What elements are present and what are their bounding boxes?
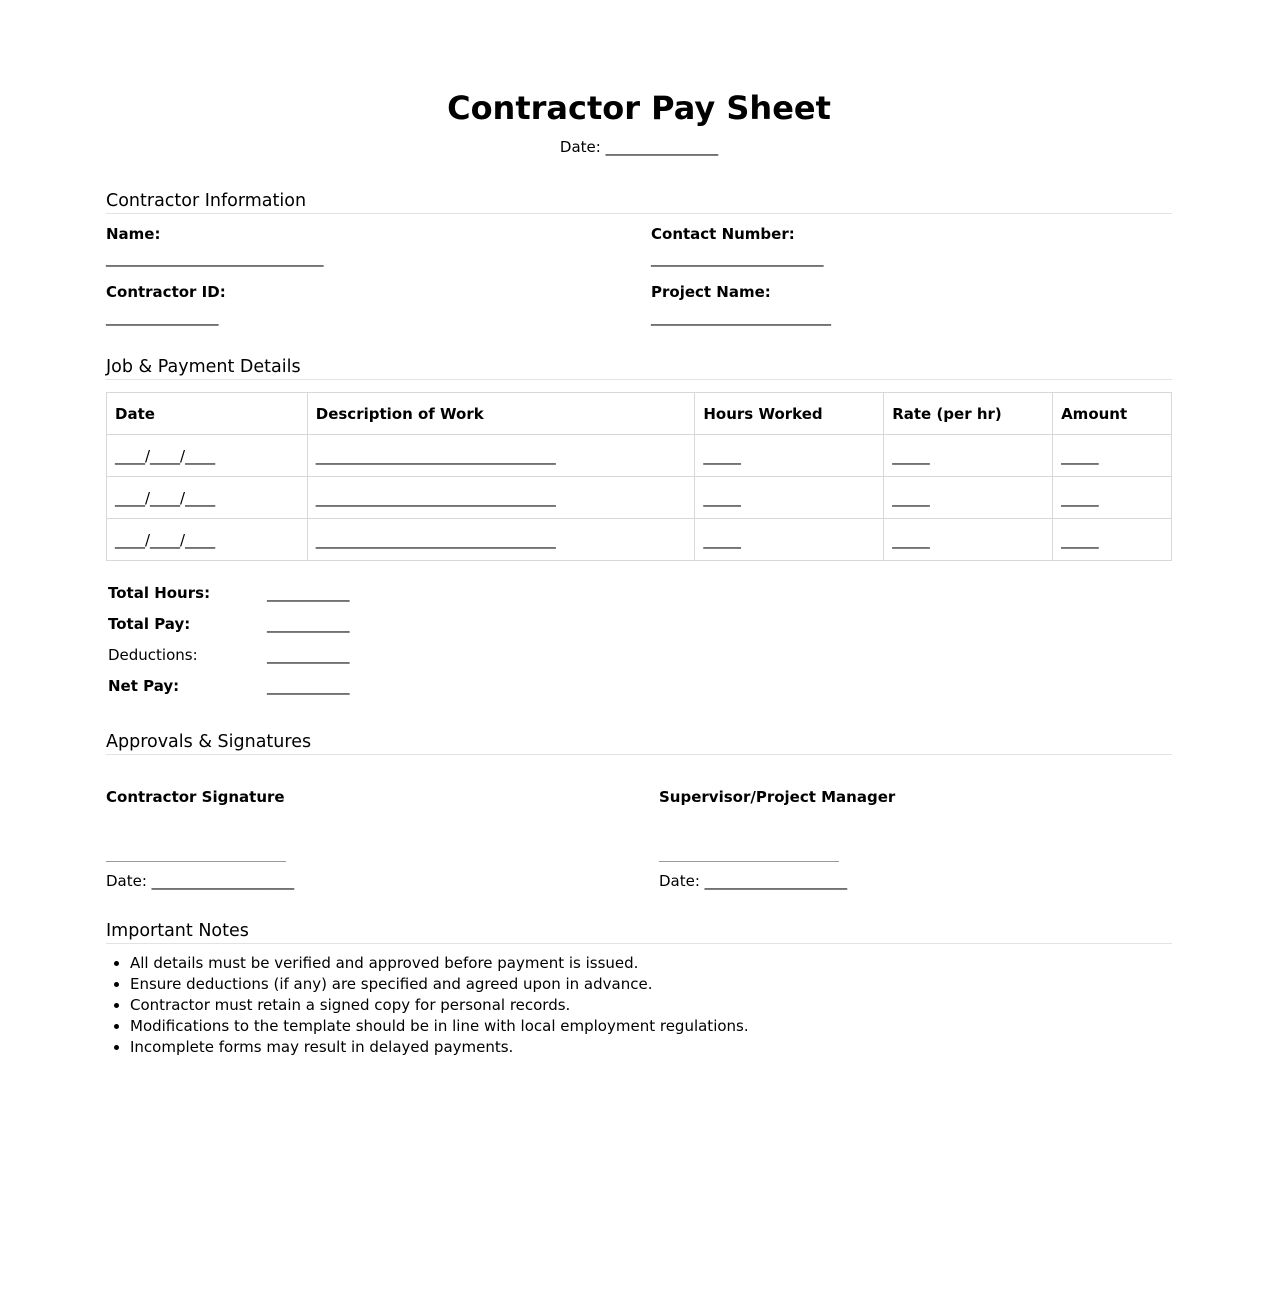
list-item: • Incomplete forms may result in delayed payments. bbox=[130, 1037, 749, 1058]
project-name-field[interactable]: ________________________ bbox=[651, 308, 831, 326]
date-cell[interactable]: ____/____/____ bbox=[107, 435, 308, 477]
deductions-field[interactable]: ___________ bbox=[267, 646, 350, 664]
supervisor-signature-line[interactable] bbox=[659, 861, 839, 862]
supervisor-signature-date[interactable]: Date: ___________________ bbox=[659, 872, 848, 890]
name-label: Name: bbox=[106, 225, 161, 243]
column-header-description: Description of Work bbox=[307, 393, 695, 435]
hours-cell[interactable]: _____ bbox=[695, 435, 884, 477]
date-cell[interactable]: ____/____/____ bbox=[107, 519, 308, 561]
amount-cell[interactable]: _____ bbox=[1053, 435, 1172, 477]
contractor-signature-date[interactable]: Date: ___________________ bbox=[106, 872, 295, 890]
notes-list bbox=[106, 953, 749, 1058]
section-title-job-details: Job & Payment Details bbox=[106, 355, 1172, 380]
hours-cell[interactable]: _____ bbox=[695, 519, 884, 561]
total-pay-label: Total Pay: bbox=[108, 615, 191, 633]
table-row bbox=[107, 477, 1172, 519]
table-row bbox=[107, 519, 1172, 561]
description-cell[interactable]: ________________________________ bbox=[307, 477, 695, 519]
list-item: • Contractor must retain a signed copy for personal records. bbox=[130, 995, 749, 1016]
table-row bbox=[107, 435, 1172, 477]
list-item: • Modifications to the template should be in line with local employment regulations. bbox=[130, 1016, 749, 1037]
section-title-approvals: Approvals & Signatures bbox=[106, 730, 1172, 755]
sheet-date-field[interactable]: Date: _______________ bbox=[559, 138, 719, 156]
table-header-row bbox=[107, 393, 1172, 435]
column-header-amount: Amount bbox=[1053, 393, 1172, 435]
column-header-rate: Rate (per hr) bbox=[884, 393, 1053, 435]
amount-cell[interactable]: _____ bbox=[1053, 519, 1172, 561]
section-title-contractor-info: Contractor Information bbox=[106, 189, 1172, 214]
contractor-id-label: Contractor ID: bbox=[106, 283, 226, 301]
page-title: Contractor Pay Sheet bbox=[447, 89, 831, 127]
net-pay-label: Net Pay: bbox=[108, 677, 180, 695]
hours-cell[interactable]: _____ bbox=[695, 477, 884, 519]
contractor-id-field[interactable]: _______________ bbox=[106, 308, 219, 326]
project-name-label: Project Name: bbox=[651, 283, 771, 301]
total-hours-label: Total Hours: bbox=[108, 584, 211, 602]
contractor-signature-label: Contractor Signature bbox=[106, 788, 285, 806]
list-item: • Ensure deductions (if any) are specified and agreed upon in advance. bbox=[130, 974, 749, 995]
name-field[interactable]: _____________________________ bbox=[106, 249, 324, 267]
rate-cell[interactable]: _____ bbox=[884, 435, 1053, 477]
contact-number-field[interactable]: _______________________ bbox=[651, 249, 824, 267]
job-payment-table bbox=[106, 392, 1172, 561]
list-item: • All details must be verified and approved before payment is issued. bbox=[130, 953, 749, 974]
net-pay-field[interactable]: ___________ bbox=[267, 677, 350, 695]
column-header-hours: Hours Worked bbox=[695, 393, 884, 435]
description-cell[interactable]: ________________________________ bbox=[307, 519, 695, 561]
rate-cell[interactable]: _____ bbox=[884, 519, 1053, 561]
date-cell[interactable]: ____/____/____ bbox=[107, 477, 308, 519]
deductions-label: Deductions: bbox=[108, 646, 198, 664]
contractor-signature-line[interactable] bbox=[106, 861, 286, 862]
description-cell[interactable]: ________________________________ bbox=[307, 435, 695, 477]
contact-number-label: Contact Number: bbox=[651, 225, 795, 243]
supervisor-signature-label: Supervisor/Project Manager bbox=[659, 788, 896, 806]
amount-cell[interactable]: _____ bbox=[1053, 477, 1172, 519]
total-pay-field[interactable]: ___________ bbox=[267, 615, 350, 633]
rate-cell[interactable]: _____ bbox=[884, 477, 1053, 519]
section-title-notes: Important Notes bbox=[106, 919, 1172, 944]
total-hours-field[interactable]: ___________ bbox=[267, 584, 350, 602]
column-header-date: Date bbox=[107, 393, 308, 435]
